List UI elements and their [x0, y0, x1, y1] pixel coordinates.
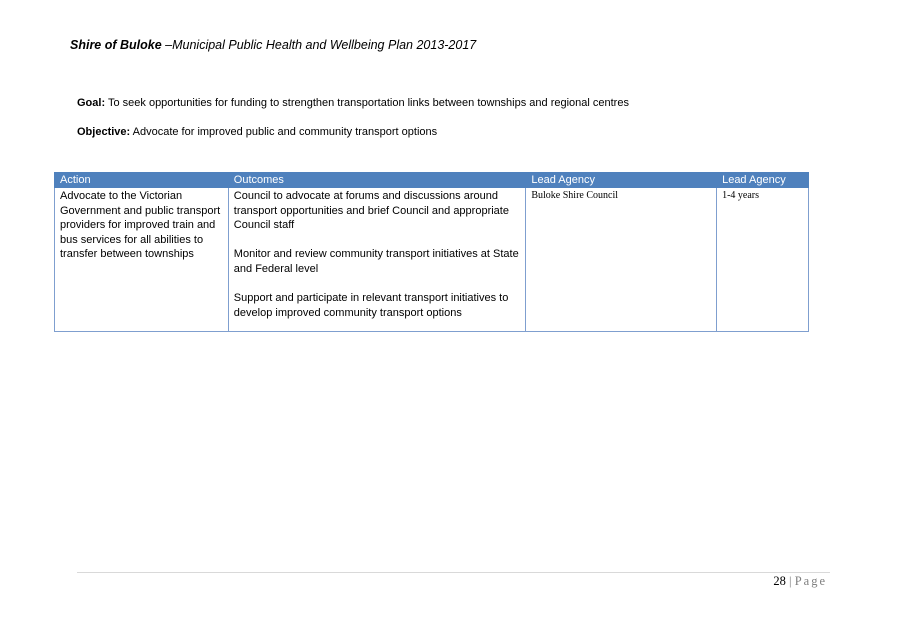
header-lead-agency: Lead Agency [526, 173, 717, 188]
cell-action: Advocate to the Victorian Government and public transport providers for improved train and bus services for all abilities to transfer between townships [55, 188, 229, 332]
page-footer [773, 574, 827, 589]
table-header-row [55, 173, 809, 188]
footer-divider [77, 572, 830, 573]
action-plan-table [54, 172, 809, 332]
cell-agency: Buloke Shire Council [526, 188, 717, 332]
goal-label: Goal: [77, 97, 106, 109]
outcome-item: Council to advocate at forums and discussions around transport opportunities and brief Council and appropriate Council staff [233, 190, 509, 232]
objective-text: Advocate for improved public and community transport options [130, 126, 438, 138]
header-title: –Municipal Public Health and Wellbeing Plan 2013-2017 [161, 38, 477, 52]
page-word: Page [794, 574, 827, 588]
outcome-item: Support and participate in relevant transport initiatives to develop improved community transport options [233, 292, 509, 319]
cell-timeframe: 1-4 years [717, 188, 809, 332]
outcome-item: Monitor and review community transport initiatives at State and Federal level [233, 248, 519, 275]
table-row [55, 188, 809, 332]
header-timeframe: Lead Agency [717, 173, 809, 188]
header-action: Action [55, 173, 229, 188]
objective-label: Objective: [77, 126, 131, 138]
cell-outcomes [228, 188, 526, 332]
page-number: 28 [773, 574, 786, 588]
objective-statement [77, 126, 437, 138]
goal-text: To seek opportunities for funding to strengthen transportation links between townships and regional centres [105, 97, 629, 109]
goal-statement [77, 97, 629, 109]
header-outcomes: Outcomes [228, 173, 526, 188]
document-header [70, 38, 476, 52]
header-org: Shire of Buloke [70, 38, 162, 52]
page-separator: | [785, 574, 795, 588]
